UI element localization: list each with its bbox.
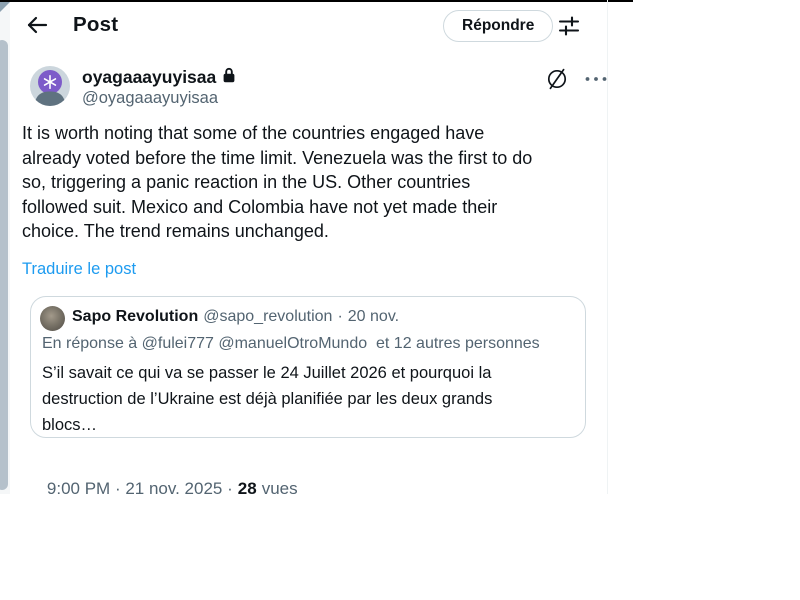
default-profile-icon	[30, 93, 70, 110]
translate-post-link[interactable]: Traduire le post	[22, 260, 137, 278]
quoted-meta-separator: ·	[337, 308, 343, 325]
window-top-edge	[0, 0, 633, 2]
quoted-text-line: destruction de l’Ukraine est déjà planifiée par les deux grands	[42, 389, 493, 408]
quoted-post-card[interactable]	[30, 296, 586, 438]
author-handle[interactable]: @oyagaaayuyisaa	[82, 89, 219, 107]
quoted-post-text	[42, 361, 492, 438]
post-text-line: already voted before the time limit. Venezuela was the first to do	[22, 147, 533, 168]
views-label: vues	[261, 479, 298, 498]
author-avatar[interactable]	[30, 66, 70, 106]
quoted-author-avatar[interactable]	[40, 306, 65, 331]
post-text-line: so, triggering a panic reaction in the US. Other countries	[22, 172, 471, 193]
scrollbar-track[interactable]	[0, 2, 10, 494]
page-title: Post	[73, 13, 119, 36]
quoted-text-line: blocs…	[42, 415, 98, 434]
post-text	[22, 121, 532, 244]
quoted-reply-context: En réponse à @fulei777 @manuelOtroMundo et 12 autres personnes	[42, 335, 540, 352]
views-count: 28	[237, 479, 257, 498]
post-meta-footer	[28, 459, 298, 519]
post-text-line: followed suit. Mexico and Colombia have not yet made their	[22, 196, 498, 217]
corner-artifact	[0, 2, 10, 12]
quoted-text-line: S’il savait ce qui va se passer le 24 Juillet 2026 et pourquoi la	[42, 364, 492, 382]
timestamp-text: 9:00 PM · 21 nov. 2025 ·	[46, 479, 233, 498]
timeline-settings-button[interactable]	[556, 15, 582, 41]
back-button[interactable]	[20, 12, 54, 42]
quoted-author-display-name[interactable]: Sapo Revolution	[72, 308, 199, 325]
post-text-line: It is worth noting that some of the countries engaged have	[22, 123, 485, 143]
scrollbar-thumb[interactable]	[0, 40, 8, 490]
post-text-line: choice. The trend remains unchanged.	[22, 221, 329, 242]
author-display-name[interactable]: oyagaaayuyisaa	[82, 67, 217, 87]
lock-icon	[222, 67, 236, 88]
reply-button-label: Répondre	[462, 17, 535, 34]
more-dots-icon	[584, 70, 608, 88]
sliders-icon	[557, 14, 581, 43]
back-arrow-icon	[25, 13, 49, 42]
grok-slashed-circle-icon	[545, 78, 569, 95]
quoted-author-handle[interactable]: @sapo_revolution	[203, 308, 333, 325]
more-options-button[interactable]	[584, 74, 608, 84]
author-name-row[interactable]	[82, 67, 236, 88]
grok-actions-button[interactable]	[545, 67, 569, 91]
quoted-post-date[interactable]: 20 nov.	[347, 308, 400, 325]
quoted-author-row	[72, 308, 399, 326]
reply-button[interactable]	[443, 10, 553, 42]
